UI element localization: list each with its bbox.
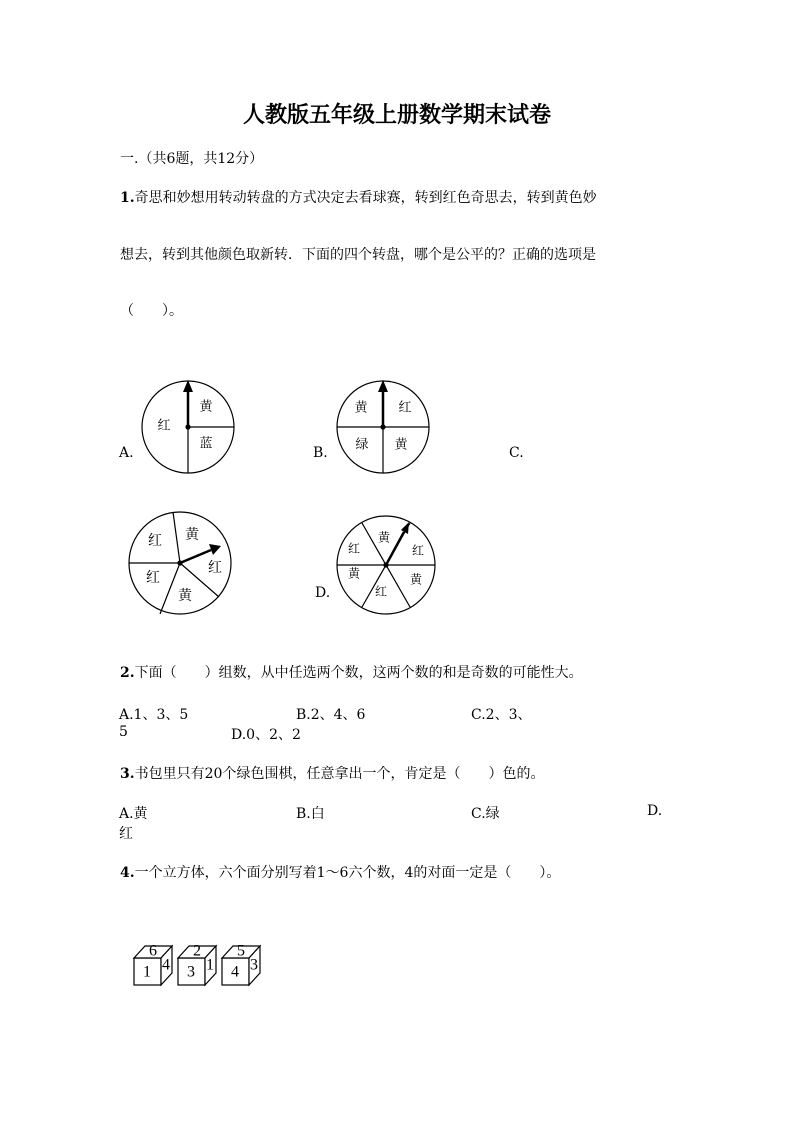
q3-option-d-continued: 红 <box>119 826 133 842</box>
question-1-text-1: 奇思和妙想用转动转盘的方式决定去看球赛，转到红色奇思去，转到黄色妙 <box>134 190 597 206</box>
cube-3-top: 5 <box>237 942 245 960</box>
question-4-text: 一个立方体，六个面分别写着1～6六个数，4的对面一定是（ ）。 <box>134 865 561 881</box>
q3-option-d: D. <box>647 803 663 819</box>
spinner-d-label-3: 红 <box>411 543 425 558</box>
q3-option-b: B.白 <box>296 806 325 822</box>
q1-option-c-label: C. <box>509 445 524 461</box>
question-2-text: 下面（ ）组数，从中任选两个数，这两个数的和是奇数的可能性大。 <box>134 665 583 681</box>
cube-3-side: 3 <box>250 956 258 974</box>
spinner-d-label-5: 黄 <box>409 572 423 587</box>
q1-option-a-label: A. <box>119 445 134 461</box>
question-3 <box>120 763 544 783</box>
spinner-d-label-4: 黄 <box>347 566 361 581</box>
q3-option-c: C.绿 <box>471 806 500 822</box>
cubes-figure <box>130 938 270 990</box>
question-3-text: 书包里只有20个绿色围棋，任意拿出一个，肯定是（ ）色的。 <box>134 766 545 782</box>
spinner-b <box>337 380 429 473</box>
spinner-b-label-1: 黄 <box>354 400 368 416</box>
spinner-a <box>142 380 234 473</box>
question-1-line-3: （ ）。 <box>120 303 183 319</box>
spinner-a-label-1: 黄 <box>199 399 213 415</box>
q2-option-b: B.2、4、6 <box>296 707 366 723</box>
cube-1-front: 1 <box>143 963 151 981</box>
cube-2-front: 3 <box>187 963 195 981</box>
q1-option-d-label: D. <box>315 585 331 601</box>
q2-option-c: C.2、3、 <box>471 707 532 723</box>
q2-option-c-continued: 5 <box>119 724 128 740</box>
question-2-number: 2. <box>120 665 135 681</box>
spinner-d-label-2: 红 <box>347 541 361 556</box>
spinner-a-label-2: 红 <box>157 418 171 434</box>
q1-option-b-label: B. <box>313 445 328 461</box>
cube-1-side: 4 <box>162 956 170 974</box>
question-3-number: 3. <box>120 766 135 782</box>
spinner-b-label-3: 绿 <box>355 437 369 453</box>
cube-2-side: 1 <box>206 956 214 974</box>
spinner-d-label-1: 黄 <box>377 530 391 545</box>
cube-2-top: 2 <box>193 942 201 960</box>
spinner-b-label-4: 黄 <box>394 437 408 453</box>
question-1-number: 1. <box>120 190 135 206</box>
spinner-c-label-3: 红 <box>208 560 222 576</box>
q2-option-d: D.0、2、2 <box>231 727 301 743</box>
question-4-number: 4. <box>120 865 135 881</box>
spinner-c-label-2: 红 <box>148 533 162 549</box>
question-4 <box>120 862 560 882</box>
q3-option-a: A.黄 <box>119 806 148 822</box>
cube-1-top: 6 <box>149 942 157 960</box>
spinner-d-label-6: 红 <box>374 584 388 599</box>
question-1-line-2: 想去，转到其他颜色取新转．下面的四个转盘，哪个是公平的？正确的选项是 <box>120 247 596 263</box>
q2-option-a: A.1、3、5 <box>119 707 189 723</box>
spinner-b-label-2: 红 <box>398 400 412 416</box>
page-title: 人教版五年级上册数学期末试卷 <box>242 102 551 128</box>
question-2 <box>120 662 583 682</box>
cube-3-front: 4 <box>231 963 239 981</box>
spinner-c-label-4: 红 <box>146 570 160 586</box>
spinner-a-label-3: 蓝 <box>199 436 213 452</box>
spinner-c-label-5: 黄 <box>178 588 192 604</box>
spinner-c-label-1: 黄 <box>185 527 199 543</box>
section-header: 一.（共6题，共12分） <box>120 151 264 167</box>
